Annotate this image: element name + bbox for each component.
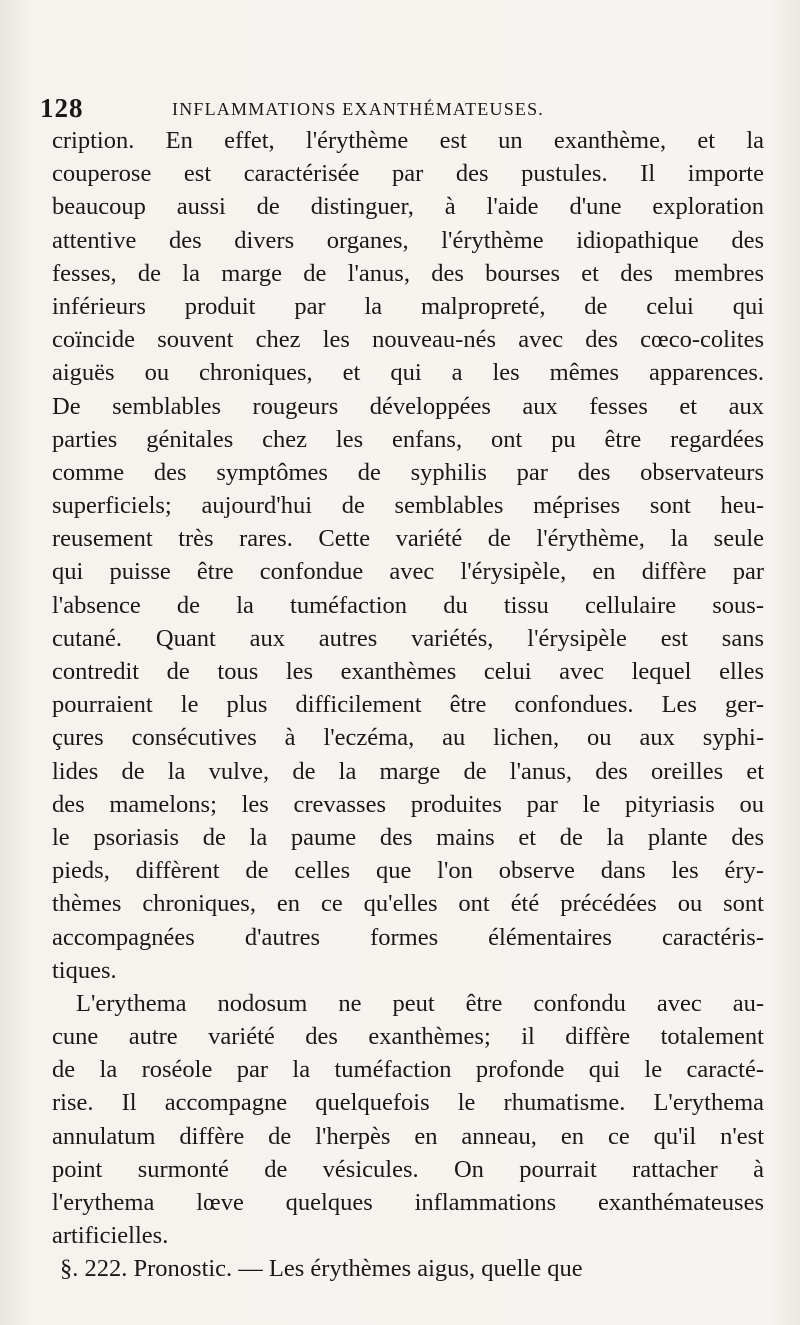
text-line: parties génitales chez les enfans, ont pu être regardées <box>52 425 764 453</box>
text-line: De semblables rougeurs développées aux fesses et aux <box>52 392 764 420</box>
text-line: comme des symptômes de syphilis par des observateurs <box>52 458 764 486</box>
text-line: çures consécutives à l'eczéma, au lichen, ou aux syphi- <box>52 724 764 752</box>
text-line: fesses, de la marge de l'anus, des bourses et des membres <box>52 259 764 287</box>
text-line: couperose est caractérisée par des pustules. Il importe <box>52 160 764 188</box>
text-line: qui puisse être confondue avec l'érysipèle, en diffère par <box>52 558 764 586</box>
text-line: artificielles. <box>52 1222 169 1250</box>
page-number: 128 <box>40 93 84 123</box>
text-line: annulatum diffère de l'herpès en anneau, en ce qu'il n'est <box>52 1122 764 1150</box>
text-line: inférieurs produit par la malpropreté, de celui qui <box>52 292 764 320</box>
text-line: cutané. Quant aux autres variétés, l'érysipèle est sans <box>52 624 764 652</box>
text-line: le psoriasis de la paume des mains et de la plante des <box>52 823 764 851</box>
text-line: thèmes chroniques, en ce qu'elles ont été précédées ou sont <box>52 890 764 918</box>
text-line: pieds, diffèrent de celles que l'on observe dans les éry- <box>52 857 764 885</box>
text-line: beaucoup aussi de distinguer, à l'aide d'une exploration <box>52 193 764 221</box>
text-line: de la roséole par la tuméfaction profonde qui le caracté- <box>52 1056 764 1084</box>
text-line: contredit de tous les exanthèmes celui avec lequel elles <box>52 658 764 685</box>
text-line: cription. En effet, l'érythème est un exanthème, et la <box>52 127 764 154</box>
text-line: des mamelons; les crevasses produites par le pityriasis ou <box>52 790 764 818</box>
running-head: INFLAMMATIONS EXANTHÉMATEUSES. <box>172 99 545 119</box>
text-line: reusement très rares. Cette variété de l'érythème, la seule <box>52 525 764 553</box>
text-line: aiguës ou chroniques, et qui a les mêmes apparences. <box>52 359 764 387</box>
text-line: tiques. <box>52 956 117 984</box>
text-line: superficiels; aujourd'hui de semblables méprises sont heu- <box>52 492 764 520</box>
text-line: pourraient le plus difficilement être confondues. Les ger- <box>52 691 764 719</box>
text-line: rise. Il accompagne quelquefois le rhumatisme. L'erythema <box>52 1089 764 1117</box>
text-line: l'absence de la tuméfaction du tissu cellulaire sous- <box>52 591 764 619</box>
body-text <box>52 124 764 1286</box>
text-line: coïncide souvent chez les nouveau-nés avec des cœco-colites <box>52 326 764 354</box>
text-line: lides de la vulve, de la marge de l'anus, des oreilles et <box>52 757 764 785</box>
text-line: accompagnées d'autres formes élémentaires caractéris- <box>52 923 764 951</box>
text-line: cune autre variété des exanthèmes; il diffère totalement <box>52 1023 764 1051</box>
section-heading-line: §. 222. Pronostic. — Les érythèmes aigus, quelle que <box>60 1255 583 1283</box>
text-line: attentive des divers organes, l'érythème idiopathique des <box>52 226 764 254</box>
page-header <box>40 93 770 125</box>
text-line: l'erythema lœve quelques inflammations exanthémateuses <box>52 1189 764 1216</box>
text-line: point surmonté de vésicules. On pourrait rattacher à <box>52 1155 764 1183</box>
text-line: L'erythema nodosum ne peut être confondu avec au- <box>76 989 764 1017</box>
